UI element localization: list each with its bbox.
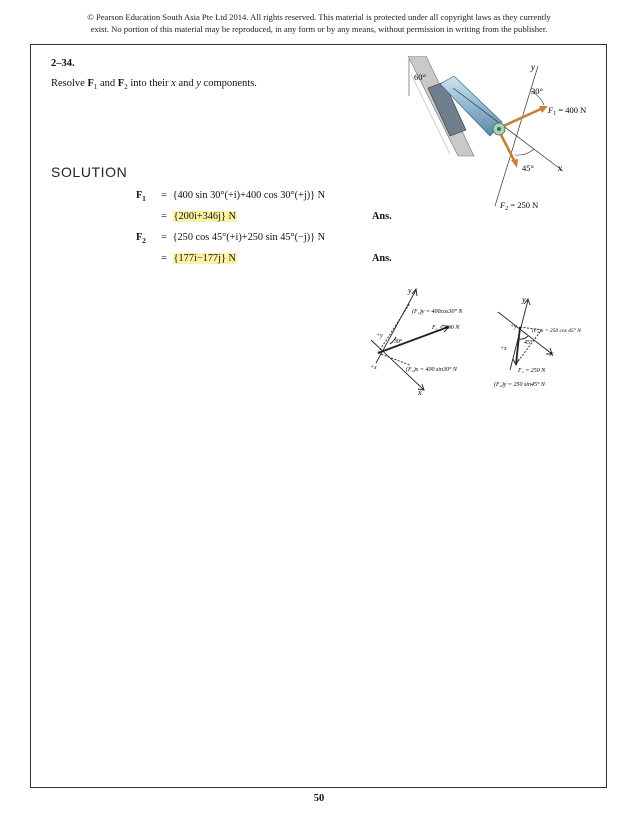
hand-sketch-f1 — [366, 285, 486, 397]
page-number: 50 — [313, 793, 325, 804]
sketch-left-angle: 30° — [394, 339, 403, 345]
problem-number: 2–34. — [51, 58, 75, 69]
sketch-left-plus-x: +x — [370, 365, 377, 371]
angle-60-label: 60° — [414, 72, 426, 82]
answer-2-label: Ans. — [372, 253, 392, 264]
sketch-right-f2y: (F₂)y = 250 sin45° N — [494, 382, 545, 388]
force-f2-arrow — [499, 131, 515, 162]
copyright-line-2: exist. No portion of this material may be reproduced, in any form or by any means, without permission in writing from the publisher. — [90, 24, 548, 34]
problem-statement: Resolve $F_1$ and $F_2$ into their x and y components. — [51, 78, 257, 92]
equation-f2: $F_2 = \{250$ cos 45°(+i)+250 sin 45°(−j)} N — [136, 232, 326, 246]
sketch-left-y: y — [408, 286, 412, 295]
sketch-right-f2x: (F₂)x = 250 cos 45° N — [532, 328, 581, 334]
equation-f2-result: = {177i−177j} N — [161, 253, 236, 264]
equation-f1: $F_1 = \{400$ sin 30°(+i)+400 cos 30°(+j)} N — [136, 190, 326, 204]
sketch-left-f1: F₁ = 400 N — [432, 325, 460, 331]
angle-30-label: 30° — [531, 86, 543, 96]
solution-heading: SOLUTION — [51, 164, 128, 180]
y-axis-label: y — [531, 62, 535, 72]
sketch-right-plus-y: +y — [510, 324, 517, 330]
f1-result-highlight: {200i+346j} N — [173, 211, 236, 222]
equation-f1-result: = {200i+346j} N — [161, 211, 236, 222]
x-axis — [453, 88, 563, 171]
sketch-left-plus-y: +y — [376, 333, 383, 339]
sketch-right-plus-x: +x — [500, 346, 507, 352]
sketch-left-f1y: (F₁)y = 400cos30° N — [412, 309, 463, 315]
copyright-notice — [40, 11, 598, 35]
force-f1-arrow — [499, 108, 543, 128]
hand-sketch-f2 — [480, 292, 600, 397]
sketch-right-f2: F₂ = 250 N — [518, 368, 546, 374]
sketch-right-x: x — [550, 349, 554, 358]
f2-label: $F_2 = 250$ N — [500, 200, 539, 212]
sketch-right-y: y — [522, 295, 526, 304]
problem-figure — [398, 56, 594, 216]
f2-result-highlight: {177i−177j} N — [173, 253, 236, 264]
angle-45-label: 45° — [522, 163, 534, 173]
sketch-left-x: x — [418, 388, 422, 397]
sketch-right-angle: 45° — [524, 340, 533, 346]
answer-1-label: Ans. — [372, 211, 392, 222]
copyright-line-1: © Pearson Education South Asia Pte Ltd 2014. All rights reserved. This material is protected under all copyright laws as they currently — [87, 12, 551, 22]
f1-label: $F_1 = 400$ N — [548, 105, 587, 117]
sketch-left-f1x: (F₁)x = 400 sin30° N — [406, 367, 457, 373]
x-axis-label: x — [558, 163, 562, 173]
